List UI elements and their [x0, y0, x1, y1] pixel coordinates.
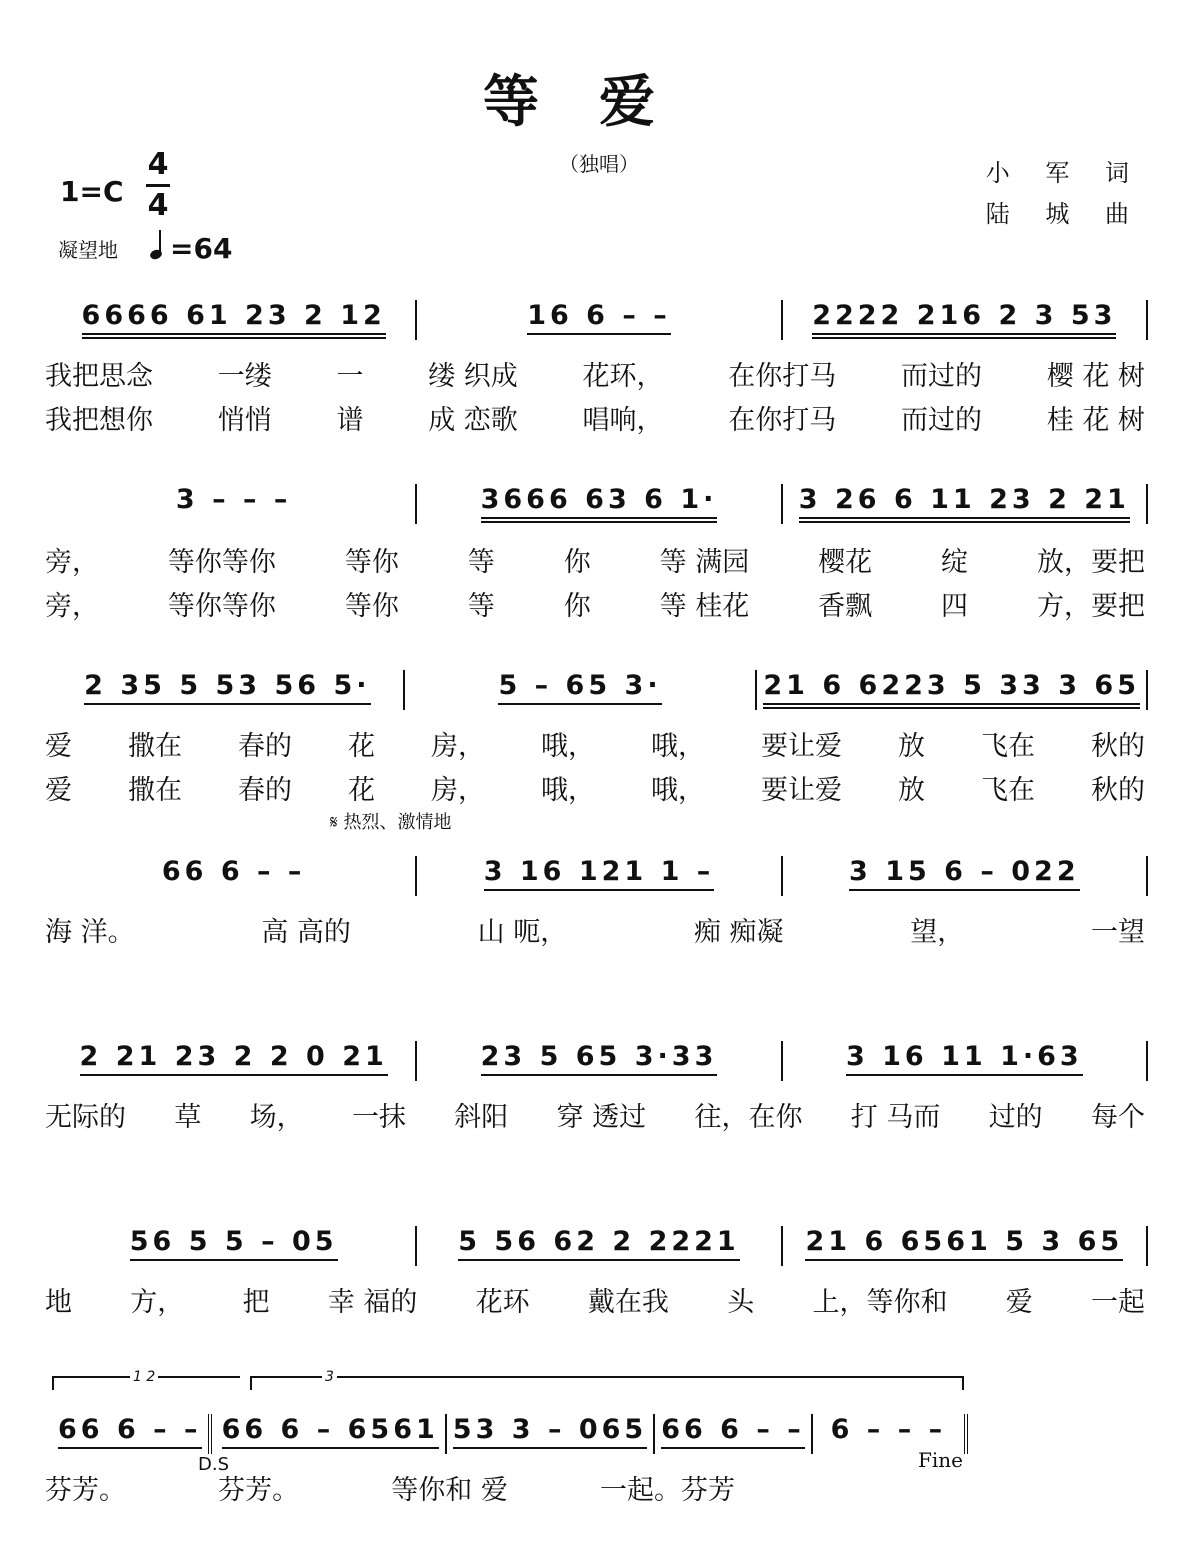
- measure: [447, 1414, 653, 1449]
- lyric-word: 在你打马: [728, 361, 837, 392]
- lyric-word: 在你打马: [728, 405, 837, 436]
- lyric-word: 草: [174, 1102, 202, 1133]
- lyric-line: [45, 1280, 1145, 1319]
- lyric-word: 山 呃，: [477, 917, 568, 948]
- lyric-word: 无际的: [45, 1102, 126, 1133]
- lyric-word: 而过的: [901, 361, 982, 392]
- measure: [405, 670, 756, 705]
- lyric-word: 放: [898, 775, 925, 806]
- lyric-line: [45, 1095, 1145, 1134]
- barline: [1146, 1041, 1148, 1081]
- lyric-word: 等: [467, 547, 495, 578]
- lyric-word: 要让爱: [761, 775, 842, 806]
- segno-expression-mark: 𝄋 热烈、激情地: [330, 812, 452, 833]
- lyric-word: 等你等你: [167, 591, 276, 622]
- lyric-verse-1: [45, 354, 1145, 393]
- lyric-word: 春的: [238, 775, 292, 806]
- measure-notes: 66 6 – –: [58, 1414, 202, 1449]
- score-line-6: [52, 1226, 1148, 1272]
- measure: [52, 484, 415, 515]
- measure: [783, 856, 1146, 891]
- lyric-word: 一: [336, 361, 364, 392]
- barline: [1146, 1226, 1148, 1266]
- measure: [52, 300, 415, 339]
- lyric-word: 我把想你: [45, 405, 153, 436]
- score-line-7: [52, 1414, 972, 1460]
- lyric-word: 哦，: [541, 731, 595, 762]
- lyric-word: 等你等你: [167, 547, 276, 578]
- measure-notes: 3 26 6 11 23 2 21: [799, 484, 1130, 523]
- lyric-word: 撒在: [128, 775, 182, 806]
- lyric-word: 等你: [344, 547, 399, 578]
- lyric-word: 你: [563, 591, 591, 622]
- lyric-word: 哦，: [651, 731, 705, 762]
- lyric-word: 等你和 爱: [391, 1475, 508, 1506]
- lyric-verse-2: [45, 398, 1145, 437]
- measure-notes: 3 16 11 1·63: [846, 1041, 1083, 1076]
- lyric-word: 海 洋。: [45, 917, 135, 948]
- measure: [417, 300, 780, 335]
- measure-notes: 23 5 65 3·33: [481, 1041, 718, 1076]
- lyric-word: 等: [467, 591, 495, 622]
- lyricist-credit: 小 军 词: [985, 159, 1143, 187]
- lyric-verse-1: [45, 540, 1145, 579]
- lyric-verse-1: [45, 724, 1145, 763]
- lyric-word: 场，: [249, 1102, 304, 1133]
- lyric-word: 哦，: [541, 775, 595, 806]
- measure: [52, 1041, 415, 1076]
- lyric-word: 一缕: [217, 361, 272, 392]
- measure-notes: 21 6 6223 5 33 3 65: [763, 670, 1140, 709]
- measure: [417, 1041, 780, 1076]
- lyric-word: 樱花: [818, 547, 873, 578]
- barline: [1146, 300, 1148, 340]
- lyric-word: 飞在: [981, 775, 1035, 806]
- key-signature: 1=C: [60, 175, 124, 208]
- lyric-word: 爱: [45, 731, 72, 762]
- measure-notes: 3 – – –: [175, 484, 292, 515]
- measure: [655, 1414, 811, 1449]
- barline: [1146, 670, 1148, 710]
- lyric-verse-2: [45, 584, 1145, 623]
- lyric-word: 花环，: [582, 361, 664, 392]
- lyric-word: 过的: [988, 1102, 1043, 1133]
- measure: [417, 484, 780, 523]
- lyric-word: 芬芳。: [45, 1475, 126, 1506]
- measure-notes: 3 16 121 1 –: [484, 856, 715, 891]
- lyric-word: 谱: [336, 405, 364, 436]
- performance-type: （独唱）: [559, 152, 639, 176]
- lyric-word: 望，: [910, 917, 965, 948]
- score-line-5: [52, 1041, 1148, 1087]
- lyric-word: 打 马而: [850, 1102, 941, 1133]
- measure-notes: 21 6 6561 5 3 65: [805, 1226, 1123, 1261]
- lyric-word: 哦，: [651, 775, 705, 806]
- time-signature: [146, 147, 170, 223]
- lyric-word: 一起: [1090, 1287, 1145, 1318]
- lyric-word: 绽: [941, 547, 969, 578]
- measure-notes: 3666 63 6 1·: [481, 484, 718, 523]
- lyric-word: 桂 花 树: [1046, 405, 1145, 436]
- measure: [52, 670, 403, 705]
- song-title: 等爱: [483, 69, 715, 135]
- lyric-word: 戴在我: [587, 1287, 669, 1318]
- lyric-word: 放，要把: [1036, 547, 1145, 578]
- lyric-word: 穿 透过: [556, 1102, 647, 1133]
- lyric-verse-2: [45, 768, 1145, 807]
- lyric-word: 上，等你和: [812, 1287, 948, 1318]
- lyric-word: 唱响，: [582, 405, 664, 436]
- lyric-word: 成 恋歌: [428, 405, 518, 436]
- score-line-3: [52, 670, 1148, 716]
- measure-notes: 5 56 62 2 2221: [458, 1226, 739, 1261]
- volta-bracket-1: [52, 1369, 240, 1390]
- lyric-word: 旁，: [45, 591, 99, 622]
- lyric-word: 一起。芬芳: [599, 1475, 735, 1506]
- lyric-word: 芬芳。: [218, 1475, 300, 1506]
- lyric-word: 幸 福的: [327, 1287, 418, 1318]
- measure-notes: 66 6 – –: [161, 856, 306, 887]
- lyric-word: 把: [242, 1287, 270, 1318]
- measure-notes: 53 3 – 065: [453, 1414, 647, 1449]
- lyric-word: 房，: [431, 775, 485, 806]
- measure-notes: 2222 216 2 3 53: [812, 300, 1116, 339]
- measure-notes: 5 – 65 3·: [498, 670, 661, 705]
- measure-notes: 2 21 23 2 2 0 21: [80, 1041, 388, 1076]
- measure: [52, 1226, 415, 1261]
- measure-notes: 56 5 5 – 05: [130, 1226, 338, 1261]
- measure: [52, 1414, 208, 1449]
- measure: [216, 1414, 445, 1449]
- lyric-word: 房，: [431, 731, 485, 762]
- dal-segno-mark: D.S: [198, 1454, 230, 1475]
- lyric-word: 放: [898, 731, 925, 762]
- repeat-end-barline: [208, 1414, 216, 1454]
- measure: [783, 1226, 1146, 1261]
- lyric-word: 你: [563, 547, 591, 578]
- score-line-4: [52, 856, 1148, 902]
- quarter-note-head: [149, 248, 163, 261]
- lyric-word: 飞在: [981, 731, 1035, 762]
- lyric-word: 花: [348, 775, 375, 806]
- measure: [783, 300, 1146, 339]
- lyric-word: 一望: [1090, 917, 1145, 948]
- lyric-word: 樱 花 树: [1046, 361, 1145, 392]
- measure-notes: 66 6 – 6561: [222, 1414, 439, 1449]
- final-barline: [964, 1414, 972, 1454]
- tempo-marking: 凝望地: [58, 238, 118, 262]
- lyric-word: 高 高的: [261, 917, 351, 948]
- volta-label: 1 2: [130, 1369, 158, 1385]
- lyric-word: 香飘: [818, 591, 873, 622]
- measure: [52, 856, 415, 887]
- measure-notes: 6 – – –: [830, 1414, 947, 1445]
- lyric-word: 等你: [344, 591, 399, 622]
- tempo-value: =64: [170, 232, 233, 265]
- volta-label: 3: [322, 1369, 337, 1385]
- lyric-word: 旁，: [45, 547, 99, 578]
- score-line-1: [52, 300, 1148, 346]
- score-line-2: [52, 484, 1148, 530]
- lyric-word: 缕 织成: [428, 361, 518, 392]
- lyric-word: 方，要把: [1036, 591, 1145, 622]
- measure: [757, 670, 1146, 709]
- lyric-word: 我把思念: [45, 361, 153, 392]
- lyric-word: 秋的: [1091, 775, 1145, 806]
- lyric-word: 地: [45, 1287, 72, 1318]
- lyric-word: 春的: [238, 731, 292, 762]
- measure-notes: 2 35 5 53 56 5·: [84, 670, 370, 705]
- measure: [417, 856, 780, 891]
- lyric-word: 四: [941, 591, 969, 622]
- lyric-word: 花: [348, 731, 375, 762]
- lyric-word: 斜阳: [454, 1102, 509, 1133]
- lyric-word: 方，: [130, 1287, 185, 1318]
- time-signature-bottom: 4: [147, 188, 169, 223]
- lyric-word: 每个: [1091, 1102, 1145, 1133]
- lyric-word: 等 满园: [659, 547, 750, 578]
- composer-credit: 陆 城 曲: [985, 200, 1143, 228]
- measure: [783, 484, 1146, 523]
- barline: [1146, 856, 1148, 896]
- fine-mark: Fine: [918, 1448, 963, 1472]
- measure: [813, 1414, 964, 1445]
- lyric-word: 爱: [45, 775, 72, 806]
- time-signature-top: 4: [147, 147, 169, 182]
- lyric-word: 一抹: [351, 1102, 406, 1133]
- lyric-line: [45, 910, 1145, 949]
- measure-notes: 6666 61 23 2 12: [82, 300, 386, 339]
- lyric-word: 要让爱: [761, 731, 842, 762]
- lyric-word: 等 桂花: [659, 591, 750, 622]
- lyric-word: 花环: [475, 1287, 530, 1318]
- lyric-word: 往，在你: [694, 1102, 803, 1133]
- lyric-line: [45, 1468, 735, 1507]
- lyric-word: 秋的: [1091, 731, 1145, 762]
- lyric-word: 悄悄: [217, 405, 272, 436]
- measure-notes: 16 6 – –: [527, 300, 671, 335]
- measure: [783, 1041, 1146, 1076]
- lyric-word: 爱: [1005, 1287, 1033, 1318]
- lyric-word: 痴 痴凝: [693, 917, 784, 948]
- lyric-word: 撒在: [128, 731, 182, 762]
- measure: [417, 1226, 780, 1261]
- barline: [1146, 484, 1148, 524]
- measure-notes: 66 6 – –: [661, 1414, 805, 1449]
- lyric-word: 头: [727, 1287, 755, 1318]
- measure-notes: 3 15 6 – 022: [849, 856, 1080, 891]
- lyric-word: 而过的: [901, 405, 982, 436]
- volta-bracket-2: [250, 1369, 964, 1390]
